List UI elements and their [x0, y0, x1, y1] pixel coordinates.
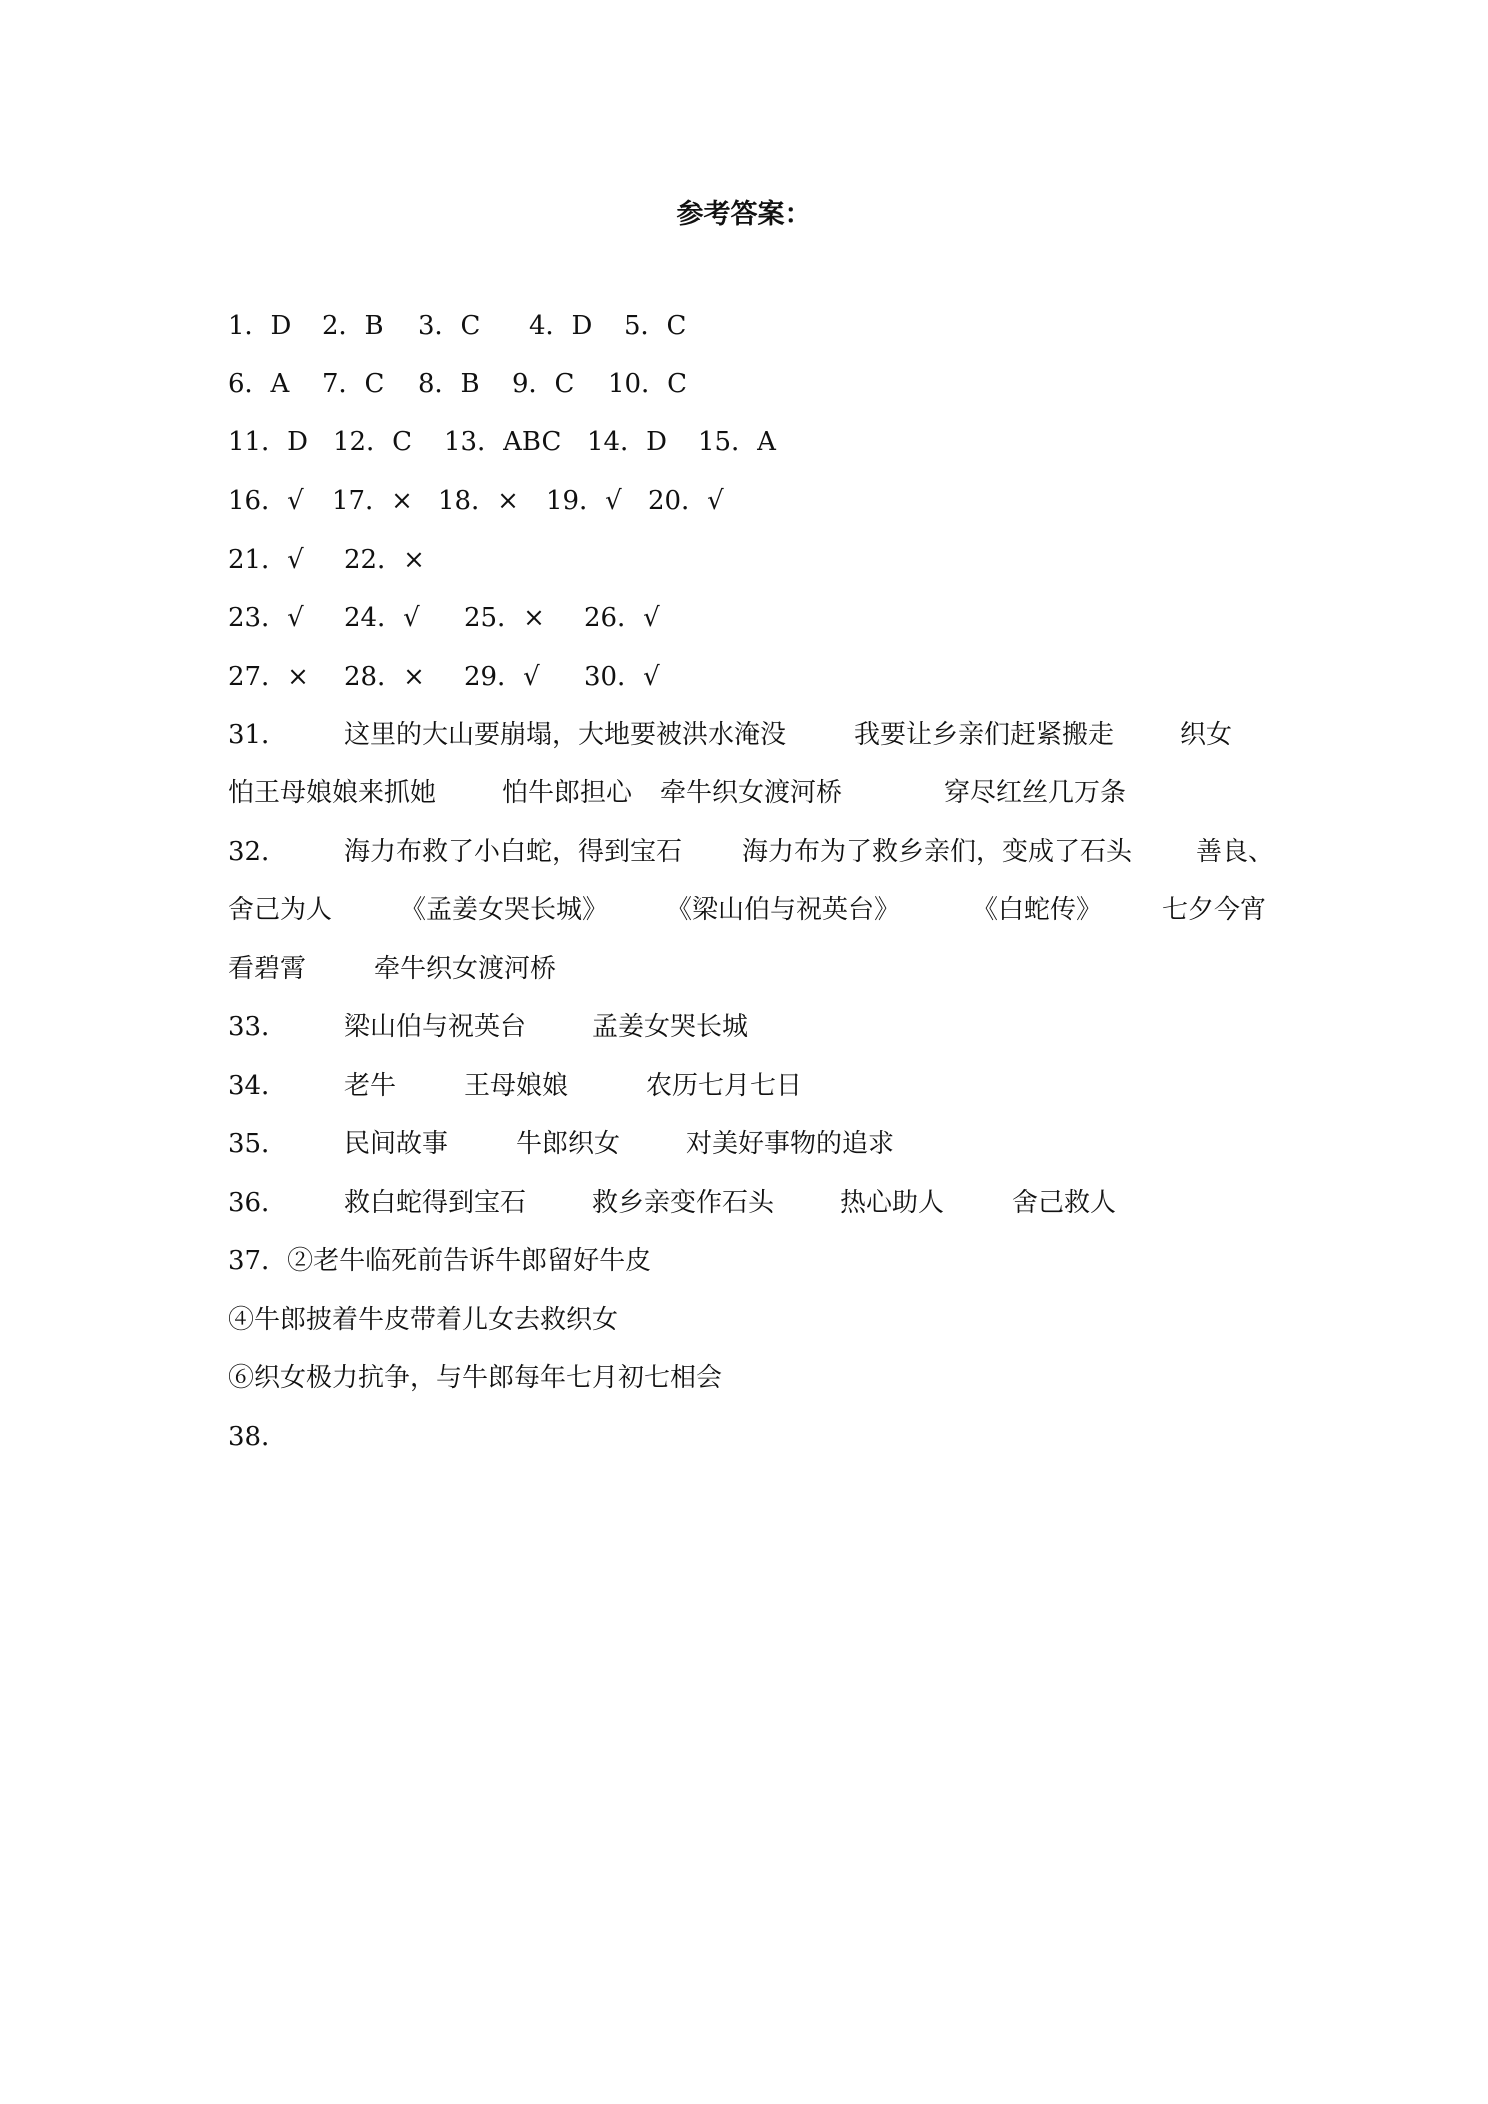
answer-text: 看碧霄	[228, 954, 307, 984]
answer-item: 22．×	[344, 545, 425, 575]
answer-text: 海力布救了小白蛇，得到宝石	[344, 837, 683, 867]
answer-text: 王母娘娘	[464, 1071, 569, 1101]
question-number: 35．	[228, 1129, 288, 1159]
answer-text: 救白蛇得到宝石	[344, 1188, 527, 1218]
answer-item: 18．×	[438, 486, 519, 516]
answer-text: 热心助人	[840, 1188, 945, 1218]
answer-item: 5．C	[624, 311, 687, 341]
answer-item: 30．√	[584, 662, 660, 692]
answer-item: 21．√	[228, 545, 304, 575]
answer-item: 16．√	[228, 486, 304, 516]
answer-item: 19．√	[546, 486, 622, 516]
answer-text: ④牛郎披着牛皮带着儿女去救织女	[228, 1305, 619, 1335]
question-number: 31．	[228, 720, 288, 750]
answer-item: 29．√	[464, 662, 540, 692]
answer-item: 26．√	[584, 603, 660, 633]
answer-item: 20．√	[648, 486, 724, 516]
answer-item: 1．D	[228, 311, 292, 341]
question-number: 36．	[228, 1188, 288, 1218]
answer-text: 民间故事	[344, 1129, 449, 1159]
answer-text: 牵牛织女渡河桥	[374, 954, 557, 984]
answer-item: 23．√	[228, 603, 304, 633]
answer-item: 25．×	[464, 603, 545, 633]
answer-text: 牛郎织女	[516, 1129, 621, 1159]
answer-item: 7．C	[322, 369, 385, 399]
answer-item: 4．D	[529, 311, 593, 341]
answer-text: 孟姜女哭长城	[592, 1012, 749, 1042]
answer-item: 9．C	[512, 369, 575, 399]
answer-text: 对美好事物的追求	[686, 1129, 895, 1159]
answer-item: 10．C	[608, 369, 687, 399]
answer-text: 怕牛郎担心	[502, 778, 633, 808]
answer-text: 舍己救人	[1012, 1188, 1117, 1218]
answer-text: ⑥织女极力抗争，与牛郎每年七月初七相会	[228, 1363, 723, 1393]
question-number: 33．	[228, 1012, 288, 1042]
question-number: 34．	[228, 1071, 288, 1101]
answer-item: 15．A	[698, 427, 776, 457]
answer-text: 织女	[1180, 720, 1233, 750]
answer-text: 《孟姜女哭长城》	[400, 895, 609, 925]
question-number: 38．	[228, 1422, 288, 1452]
answer-item: 28．×	[344, 662, 425, 692]
answer-item: 14．D	[587, 427, 667, 457]
answer-text: 海力布为了救乡亲们，变成了石头	[742, 837, 1133, 867]
answer-text: 这里的大山要崩塌，大地要被洪水淹没	[344, 720, 787, 750]
answer-text: 救乡亲变作石头	[592, 1188, 775, 1218]
answer-text: 穿尽红丝几万条	[944, 778, 1127, 808]
answer-item: 2．B	[322, 311, 384, 341]
answer-text: 七夕今宵	[1162, 895, 1267, 925]
answer-item: 27．×	[228, 662, 309, 692]
answer-text: 37．②老牛临死前告诉牛郎留好牛皮	[228, 1246, 652, 1276]
answer-text: 善良、	[1196, 837, 1275, 867]
answer-text: 农历七月七日	[646, 1071, 803, 1101]
answer-text: 舍己为人	[228, 895, 333, 925]
answer-item: 17．×	[332, 486, 413, 516]
answer-text: 梁山伯与祝英台	[344, 1012, 527, 1042]
answer-text: 《梁山伯与祝英台》	[666, 895, 901, 925]
answer-text: 牵牛织女渡河桥	[660, 778, 843, 808]
answer-item: 12．C	[333, 427, 412, 457]
answer-item: 8．B	[418, 369, 480, 399]
answer-item: 13．ABC	[444, 427, 562, 457]
answer-item: 6．A	[228, 369, 290, 399]
page-title: 参考答案：	[676, 199, 812, 230]
answer-item: 11．D	[228, 427, 308, 457]
question-number: 32．	[228, 837, 288, 867]
answer-text: 老牛	[344, 1071, 397, 1101]
answer-item: 3．C	[418, 311, 481, 341]
answer-item: 24．√	[344, 603, 420, 633]
answer-text: 我要让乡亲们赶紧搬走	[854, 720, 1115, 750]
answer-text: 怕王母娘娘来抓她	[228, 778, 437, 808]
answer-text: 《白蛇传》	[972, 895, 1103, 925]
